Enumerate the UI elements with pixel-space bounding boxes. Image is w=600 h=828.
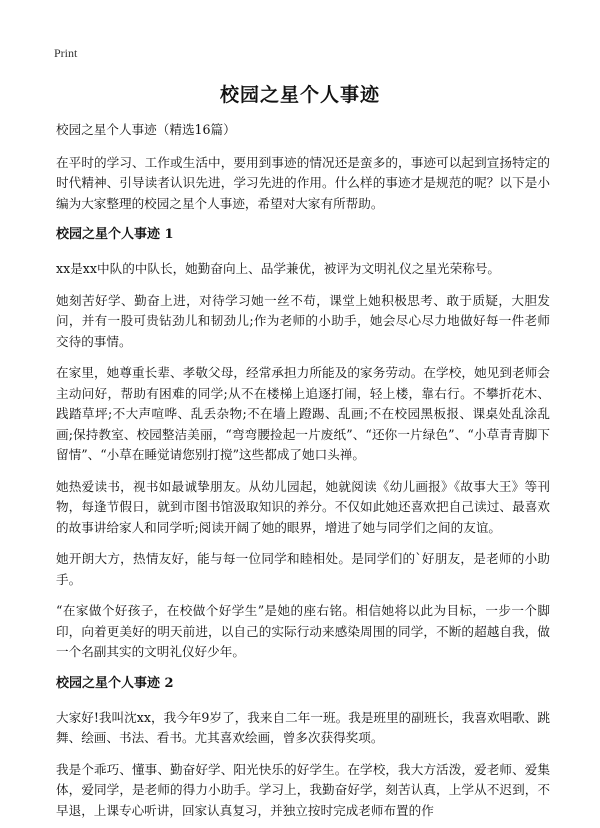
section-1-paragraph: xx是xx中队的中队长，她勤奋向上、品学兼优，被评为文明礼仪之星光荣称号。 [56, 261, 501, 276]
document-title: 校园之星个人事迹 [219, 84, 380, 106]
section-1-paragraph: 她开朗大方，热情友好，能与每一位同学和睦相处。是同学们的`好朋友，是老师的小助手。 [56, 551, 550, 587]
section-1-paragraph: “在家做个好孩子，在校做个好学生”是她的座右铭。相信她将以此为目标，一步一个脚印，向着更美好的明天前进，以自己的实际行动来感染周围的同学，不断的超越自我，做一个名副其实的文明礼仪好少年。 [56, 603, 550, 659]
section-heading-2: 校园之星个人事迹 2 [56, 675, 174, 691]
section-1-paragraph: 她刻苦好学、勤奋上进，对待学习她一丝不苟，课堂上她积极思考、敢于质疑，大胆发问，并有一股可贵钻劲儿和韧劲儿;作为老师的小助手，她会尽心尽力地做好每一件老师交待的事情。 [56, 292, 550, 349]
intro-paragraph: 在平时的学习、工作或生活中，要用到事迹的情况还是蛮多的，事迹可以起到宣扬特定的时代精神、引导读者认识先进，学习先进的作用。什么样的事迹才是规范的呢？以下是小编为大家整理的校园之星个人事迹，希望对大家有所帮助。 [56, 154, 550, 211]
print-link[interactable]: Print [54, 46, 78, 60]
section-1-paragraph: 在家里，她尊重长辈、孝敬父母，经常承担力所能及的家务劳动。在学校，她见到老师会主动问好，帮助有困难的同学;从不在楼梯上追逐打闹，轻上楼，靠右行。不攀折花木、践踏草坪;不大声喧哗、乱丢杂物;不在墙上蹬踢、乱画;不在校园黑板报、课桌处乱涂乱画;保持教室、校园整洁美丽，“弯弯腰捡起一片废纸”、“还你一片绿色”、“小草青青脚下留情”、“小草在睡觉请您别打搅”这些都成了她口头禅。 [56, 365, 550, 462]
section-2-paragraph: 大家好!我叫沈xx，我今年9岁了，我来自二年一班。我是班里的副班长，我喜欢唱歌、跳舞、绘画、书法、看书。尤其喜欢绘画，曾多次获得奖项。 [56, 709, 550, 745]
document-body [56, 120, 550, 828]
section-heading-1: 校园之星个人事迹 1 [56, 227, 174, 242]
document-subtitle: 校园之星个人事迹（精选16篇） [56, 122, 236, 137]
section-2-paragraph: 我是个乖巧、懂事、勤奋好学、阳光快乐的好学生。在学校，我大方活泼，爱老师、爱集体，爱同学，是老师的得力小助手。学习上，我勤奋好学，刻苦认真，上学从不迟到，不早退，上课专心听讲，回家认真复习，并独立按时完成老师布置的作 [56, 761, 550, 818]
section-1-paragraph: 她热爱读书，视书如最诚挚朋友。从幼儿园起，她就阅读《幼儿画报》《故事大王》等刊物，每逢节假日，就到市图书馆汲取知识的养分。不仅如此她还喜欢把自己读过、最喜欢的故事讲给家人和同学听;阅读开阔了她的眼界，增进了她与同学们之间的友谊。 [56, 478, 550, 535]
